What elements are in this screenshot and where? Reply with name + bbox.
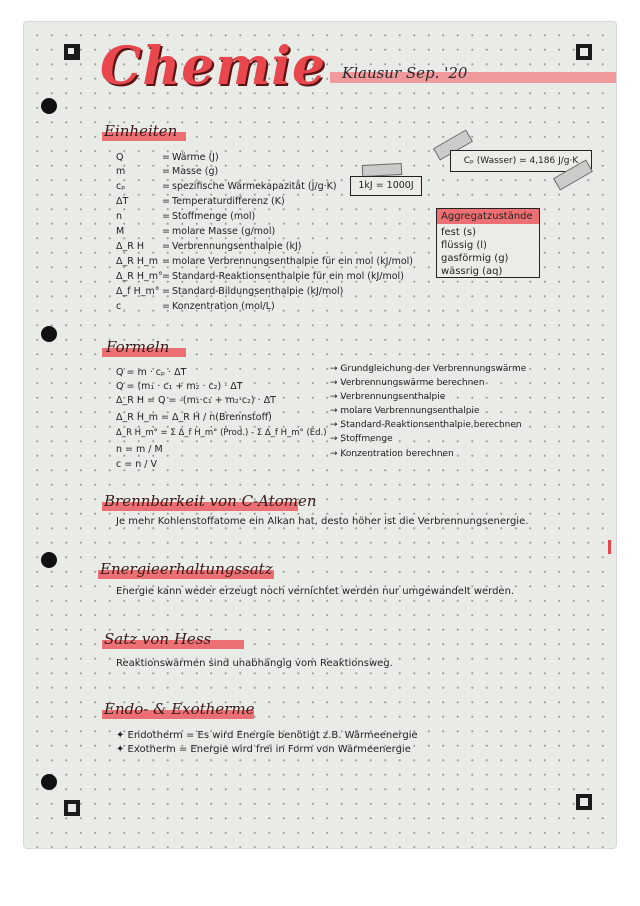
binder-hole [41, 774, 57, 790]
units-list: Q = Wärme (J) m = Masse (g) cₚ = spezifische Wärmekapazität (J/g·K) ΔT = Temperaturdifferenz (K) n = Stoffmenge (mol) M = molare Masse (g/mol) Δ_R H = Verbrennungsenthalpie (kJ) Δ_R H_m = molare Verbrennungsenthalpie für ein mol (kJ/mol) Δ_R H_m° = Standard-Reaktionsenthalpie für ein mol (kJ/mol) Δ_f H_m° = Standard-Bildungsenthalpie (kJ/mol) c = Konzentration (mol/L) [116, 152, 414, 312]
notebook-sheet [24, 22, 616, 848]
corner-marker-icon [64, 44, 80, 60]
binder-hole [41, 98, 57, 114]
formula-note: → molare Verbrennungsenthalpie [330, 406, 480, 416]
section-heading-endo-exo: Endo- & Exotherme [104, 700, 255, 718]
corner-marker-icon [64, 800, 80, 816]
formula-note: → Grundgleichung der Verbrennungswärme [330, 364, 527, 374]
formula-line: Δ_R H_m = Δ_R H / n(Brennstoff) [116, 412, 272, 423]
margin-mark [608, 540, 611, 554]
formula-line: Δ_R H_m° = Σ Δ_f H_m° (Prod.) - Σ Δ_f H_m° (Ed.) [116, 428, 327, 438]
corner-marker-icon [576, 44, 592, 60]
aggregate-state-item: gasförmig (g) [441, 253, 509, 264]
section-heading-energieerhaltung: Energieerhaltungssatz [100, 560, 273, 578]
section-heading-einheiten: Einheiten [104, 122, 178, 140]
list-item: ✦ Endotherm = Es wird Energie benötigt z.B. Wärmeenergie [116, 730, 418, 741]
formula-note: → Verbrennungsenthalpie [330, 392, 446, 402]
formula-line: Δ_R H = Q = -(m₁·c₁ + m₂·c₂) · ΔT [116, 395, 276, 406]
page-title: Chemie [100, 36, 327, 97]
aggregate-states-heading: Aggregatzustände [437, 209, 539, 224]
specific-heat-box: Cₚ (Wasser) = 4,186 J/g·K [450, 150, 592, 172]
page-subtitle: Klausur Sep. '20 [342, 64, 468, 82]
section-heading-formeln: Formeln [106, 338, 170, 356]
section-text: Energie kann weder erzeugt noch vernichtet werden nur umgewandelt werden. [116, 586, 515, 597]
section-heading-brennbarkeit: Brennbarkeit von C-Atomen [104, 492, 317, 510]
aggregate-state-item: fest (s) [441, 227, 476, 238]
formula-line: Q = (m₁ · c₁ + m₂ · c₂) · ΔT [116, 381, 243, 392]
formula-line: n = m / M [116, 444, 163, 455]
aggregate-state-item: flüssig (l) [441, 240, 487, 251]
aggregate-states-box [436, 208, 540, 278]
corner-marker-icon [576, 794, 592, 810]
binder-hole [41, 326, 57, 342]
formula-note: → Verbrennungswärme berechnen [330, 378, 485, 388]
section-heading-hess: Satz von Hess [104, 630, 212, 648]
formula-note: → Standard-Reaktionsenthalpie berechnen [330, 420, 522, 430]
formula-note: → Konzentration berechnen [330, 449, 454, 459]
list-item: ✦ Exotherm = Energie wird frei in Form von Wärmeenergie [116, 744, 411, 755]
tape-strip [362, 163, 403, 177]
binder-hole [41, 552, 57, 568]
section-text: Reaktionswärmen sind unabhängig vom Reaktionsweg. [116, 658, 393, 669]
formula-line: c = n / V [116, 459, 157, 470]
formula-line: Q = m · cₚ · ΔT [116, 367, 187, 378]
formula-note: → Stoffmenge [330, 434, 393, 444]
conversion-box: 1kJ = 1000J [350, 176, 422, 196]
aggregate-state-item: wässrig (aq) [441, 266, 503, 277]
section-text: Je mehr Kohlenstoffatome ein Alkan hat, desto höher ist die Verbrennungsenergie. [116, 516, 529, 527]
